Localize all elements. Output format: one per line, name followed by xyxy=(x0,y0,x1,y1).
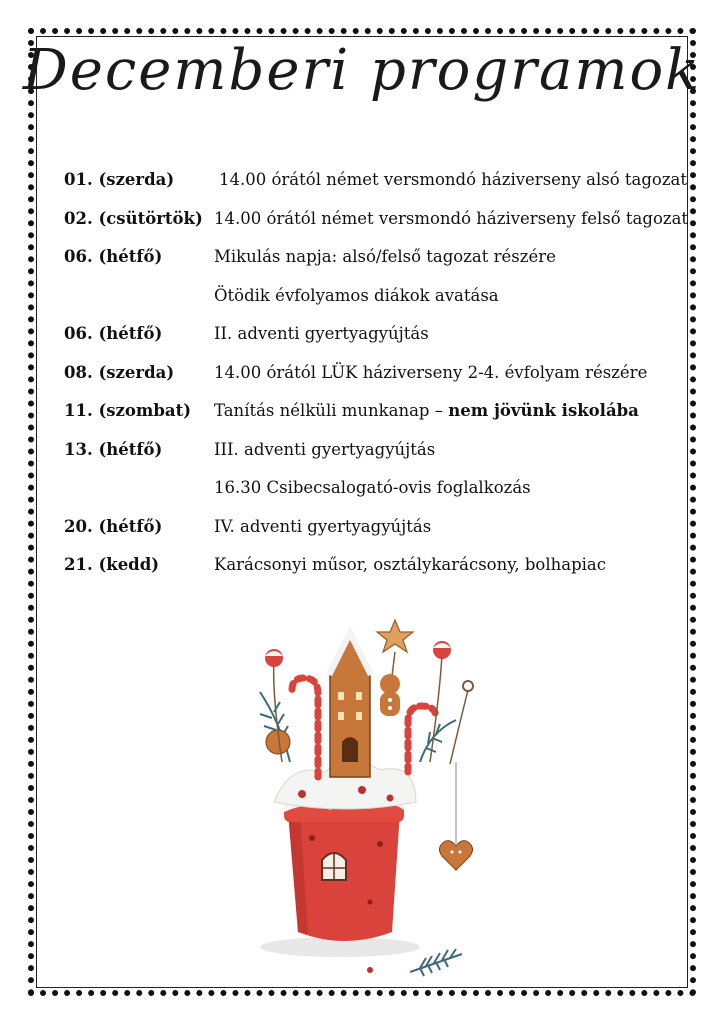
christmas-pot-illustration xyxy=(230,612,490,992)
heart-ornament-icon xyxy=(439,841,472,870)
schedule-row xyxy=(64,555,694,594)
schedule-row xyxy=(64,324,694,363)
schedule-row xyxy=(64,286,694,325)
schedule-day: 13. (hétfő) xyxy=(64,439,163,459)
schedule-day: 21. (kedd) xyxy=(64,555,160,574)
schedule-day: 06. (hétfő) xyxy=(64,247,163,266)
schedule-event: 16.30 Csibecsalogató-ovis foglalkozás xyxy=(214,478,531,497)
schedule-event-emphasis: nem jövünk iskolába xyxy=(448,401,639,420)
schedule-row xyxy=(64,401,694,440)
schedule-event: IV. adventi gyertyagyújtás xyxy=(214,516,432,536)
star-cookie-icon xyxy=(377,620,413,652)
schedule-day: 20. (hétfő) xyxy=(64,516,163,536)
gingerbread-man-icon xyxy=(380,674,400,716)
schedule-row xyxy=(64,517,694,556)
schedule-event-text: Tanítás nélküli munkanap – xyxy=(214,401,443,420)
schedule-event: II. adventi gyertyagyújtás xyxy=(214,324,429,343)
schedule-event: Karácsonyi műsor, osztálykarácsony, bolhapiac xyxy=(214,555,607,574)
schedule-list xyxy=(64,170,694,594)
schedule-event: Mikulás napja: alsó/felső tagozat részére xyxy=(214,247,556,266)
pine-branch-icon xyxy=(410,949,462,976)
page-title: Decemberi programok xyxy=(22,38,702,103)
schedule-event: 14.00 órától német versmondó háziverseny felső tagozat xyxy=(214,208,689,228)
schedule-event xyxy=(214,401,639,420)
gingerbread-house-icon xyxy=(326,626,374,777)
schedule-day: 06. (hétfő) xyxy=(64,324,163,343)
schedule-event: Ötödik évfolyamos diákok avatása xyxy=(214,285,499,305)
schedule-row xyxy=(64,363,694,402)
schedule-day: 01. (szerda) xyxy=(64,170,175,189)
schedule-day: 11. (szombat) xyxy=(64,401,192,420)
schedule-day: 08. (szerda) xyxy=(64,362,175,382)
schedule-day: 02. (csütörtök) xyxy=(64,208,203,228)
schedule-row xyxy=(64,247,694,286)
schedule-row xyxy=(64,209,694,248)
schedule-event: III. adventi gyertyagyújtás xyxy=(214,439,436,459)
schedule-event: 14.00 órától német versmondó háziverseny alsó tagozat xyxy=(219,170,688,189)
window-icon xyxy=(322,852,346,880)
schedule-row xyxy=(64,440,694,479)
schedule-event: 14.00 órától LÜK háziverseny 2-4. évfolyam részére xyxy=(214,362,648,382)
schedule-row xyxy=(64,170,694,209)
schedule-row xyxy=(64,478,694,517)
